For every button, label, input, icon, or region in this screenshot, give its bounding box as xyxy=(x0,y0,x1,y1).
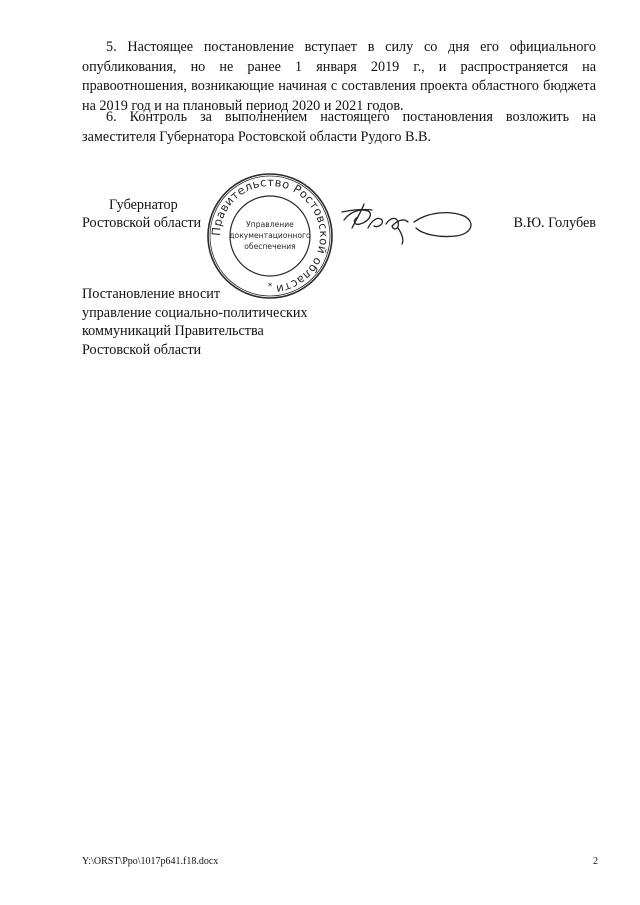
submitted-by-line4: Ростовской области xyxy=(82,341,202,358)
seal-star-icon: * xyxy=(267,282,273,292)
official-seal xyxy=(205,171,335,301)
seal-inner-line3: обеспечения xyxy=(244,242,296,251)
seal-inner-line1: Управление xyxy=(246,220,294,229)
seal-inner-line2: документационного xyxy=(229,231,311,240)
paragraph-5: 5. Настоящее постановление вступает в силу со дня его официального опубликования, но не ранее 1 января 2019 г., и распространяется на правоотношения, возникающие начиная с составления проекта областного бюджета на 2019 год и на плановый период 2020 и 2021 годов. xyxy=(82,39,596,114)
handwritten-signature xyxy=(338,198,480,246)
submitted-by-line1: Постановление вносит xyxy=(82,286,221,302)
submitted-by-line3: коммуникаций Правительства xyxy=(82,323,264,339)
paragraph-6: 6. Контроль за выполнением настоящего постановления возложить на заместителя Губернатора Ростовской области Рудого В.В. xyxy=(82,109,596,145)
footer-file-path: Y:\ORST\Ppo\1017p641.f18.docx xyxy=(82,856,219,867)
seal-outer-text: Правительство Ростовской области xyxy=(208,174,332,297)
governor-title-line1: Губернатор xyxy=(109,197,178,213)
governor-title-line2: Ростовской области xyxy=(82,215,202,231)
submitted-by-line2: управление социально-политических xyxy=(82,304,308,321)
governor-name: В.Ю. Голубев xyxy=(513,215,596,231)
page-number: 2 xyxy=(593,856,598,867)
